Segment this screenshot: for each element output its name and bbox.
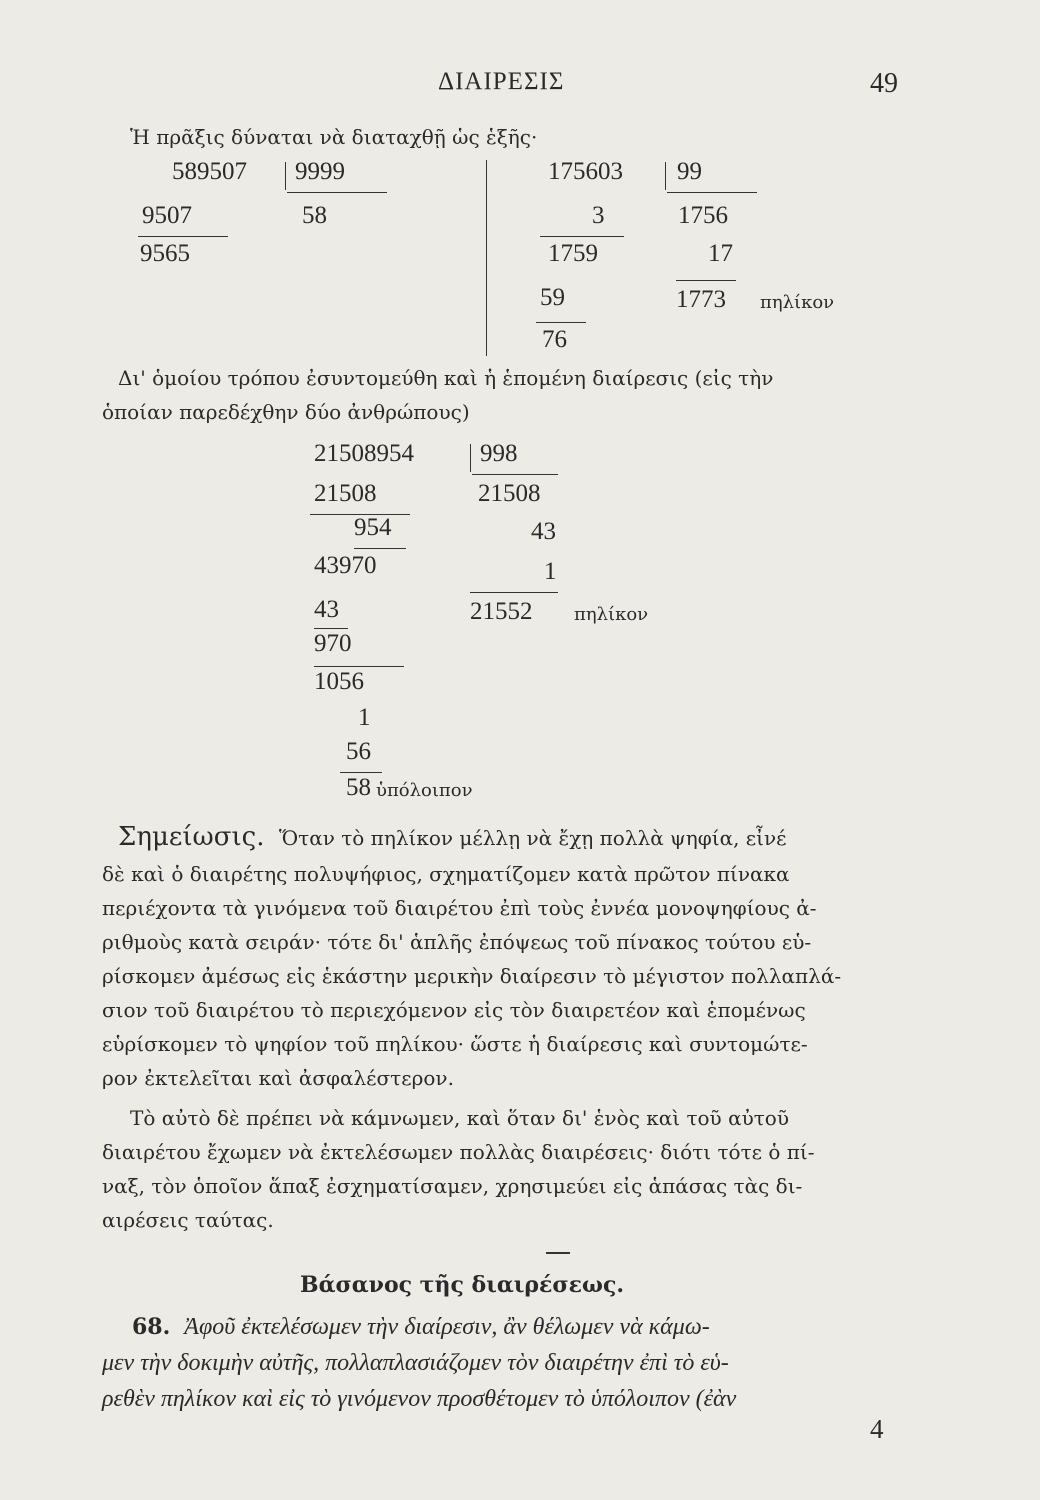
- note-line-2: δὲ καὶ ὁ διαιρέτης πολυψήφιος, σχηματίζομεν κατὰ πρῶτον πίνακα: [102, 862, 790, 886]
- div3-divisor: 998: [480, 440, 518, 467]
- para3-line-1-text: Ἀφοῦ ἐκτελέσωμεν τὴν διαίρεσιν, ἂν θέλωμεν νὰ κάμω-: [184, 1314, 710, 1340]
- div3-r3: 1: [544, 558, 557, 585]
- div3-l8: 56: [346, 738, 371, 765]
- note-line-7: εὑρίσκομεν τὸ ψηφίον τοῦ πηλίκου· ὥστε ἡ διαίρεσις καὶ συντομώτε-: [102, 1032, 808, 1056]
- note-line-1-text: Ὅταν τὸ πηλίκον μέλλῃ νὰ ἔχῃ πολλὰ ψηφία, εἶνέ: [278, 826, 787, 850]
- div3-l7: 1: [358, 704, 371, 731]
- intro-line: Ἡ πρᾶξις δύναται νὰ διαταχθῇ ὡς ἑξῆς·: [130, 125, 538, 149]
- para1-line-1: Δι' ὁμοίου τρόπου ἐσυντομεύθη καὶ ἡ ἑπομένη διαίρεσις (εἰς τὴν: [118, 366, 774, 390]
- div3-divider-vertical: [470, 444, 471, 472]
- para1-line-2: ὁποίαν παρεδέχθην δύο ἀνθρώπους): [102, 400, 470, 424]
- div1-divisor-rule: [287, 192, 387, 193]
- note-line-1: [118, 822, 787, 852]
- note-line-5: ρίσκομεν ἀμέσως εἰς ἑκάστην μερικὴν διαίρεσιν τὸ μέγιστον πολλαπλά-: [102, 964, 842, 988]
- div2-col1: 1756: [678, 202, 728, 229]
- div3-l3: 43970: [314, 552, 377, 579]
- div3-quotient-label: πηλίκον: [574, 604, 649, 625]
- div2-rem1: 3: [592, 202, 605, 229]
- div3-l2: 954: [354, 514, 392, 541]
- div3-l1: 21508: [314, 480, 377, 507]
- div2-rule-3: [536, 322, 586, 323]
- div3-l9: 58: [346, 774, 371, 801]
- div2-rule-1: [540, 236, 624, 237]
- div2-remainder: 76: [542, 326, 567, 353]
- div3-l6: 1056: [314, 668, 364, 695]
- div3-r4: 21552: [470, 598, 533, 625]
- note-line-6: σιον τοῦ διαιρέτου τὸ περιεχόμενον εἰς τὸν διαιρετέον καὶ ἑπομένως: [102, 998, 806, 1022]
- div2-quotient-label: πηλίκον: [760, 292, 835, 313]
- para3-line-3: ρεθὲν πηλίκον καὶ εἰς τὸ γινόμενον προσθέτομεν τὸ ὑπόλοιπον (ἐὰν: [102, 1386, 737, 1412]
- page-number: 49: [870, 68, 898, 99]
- div3-remainder-label: ὑπόλοιπον: [376, 780, 473, 801]
- div3-r2: 43: [531, 518, 556, 545]
- note-line-3: περιέχοντα τὰ γινόμενα τοῦ διαιρέτου ἐπὶ τοὺς ἐννέα μονοψηφίους ἀ-: [102, 896, 817, 920]
- div2-quotient: 1773: [676, 286, 726, 313]
- div3-rule-3: [470, 592, 558, 593]
- note-line-4: ριθμοὺς κατὰ σειράν· τότε δι' ἁπλῆς ἐπόψεως τοῦ πίνακος τούτου εὑ-: [102, 930, 812, 954]
- div3-dividend: 21508954: [314, 440, 414, 467]
- div1-step1: 9507: [142, 202, 192, 229]
- para2-line-3: ναξ, τὸν ὁποῖον ἅπαξ ἐσχηματίσαμεν, χρησιμεύει εἰς ἁπάσας τὰς δι-: [102, 1174, 803, 1198]
- div3-divisor-rule: [472, 474, 558, 475]
- para3-line-2: μεν τὴν δοκιμὴν αὐτῆς, πολλαπλασιάζομεν τὸν διαιρέτην ἐπὶ τὸ εὑ-: [102, 1350, 729, 1376]
- section-title: Βάσανος τῆς διαιρέσεως.: [300, 1272, 625, 1298]
- signature-mark: 4: [870, 1414, 884, 1444]
- div3-rule-2: [354, 548, 406, 549]
- div1-divisor: 9999: [295, 158, 345, 185]
- div1-divider-vertical: [285, 162, 286, 190]
- div2-rem2: 1759: [548, 240, 598, 267]
- div2-rule-2: [676, 280, 736, 281]
- div1-quotient: 58: [302, 202, 327, 229]
- div2-divisor: 99: [677, 158, 702, 185]
- column-separator: [486, 160, 487, 356]
- para3-line-1: [132, 1314, 710, 1341]
- div2-divider-vertical: [665, 162, 666, 190]
- div2-divisor-rule: [667, 192, 757, 193]
- note-title: Σημείωσις.: [118, 822, 265, 852]
- div2-rem3: 59: [540, 284, 565, 311]
- para2-line-4: αιρέσεις ταύτας.: [102, 1208, 274, 1232]
- div3-l5: 970: [314, 630, 352, 657]
- div3-l4: 43: [314, 596, 339, 623]
- para3-number: 68.: [132, 1314, 171, 1340]
- div1-remainder: 9565: [140, 240, 190, 267]
- note-line-8: ρον ἐκτελεῖται καὶ ἀσφαλέστερον.: [102, 1066, 454, 1090]
- div1-dividend: 589507: [172, 158, 247, 185]
- section-dash: [546, 1252, 570, 1254]
- div3-r1: 21508: [478, 480, 541, 507]
- para2-line-1: Τὸ αὐτὸ δὲ πρέπει νὰ κάμνωμεν, καὶ ὅταν δι' ἑνὸς καὶ τοῦ αὐτοῦ: [130, 1106, 790, 1130]
- para2-line-2: διαιρέτου ἔχωμεν νὰ ἐκτελέσωμεν πολλὰς διαιρέσεις· διότι τότε ὁ πί-: [102, 1140, 815, 1164]
- div2-col2: 17: [708, 240, 733, 267]
- div2-dividend: 175603: [548, 158, 623, 185]
- div1-rule: [138, 236, 228, 237]
- running-header: ΔΙΑΙΡΕΣΙΣ: [438, 68, 565, 95]
